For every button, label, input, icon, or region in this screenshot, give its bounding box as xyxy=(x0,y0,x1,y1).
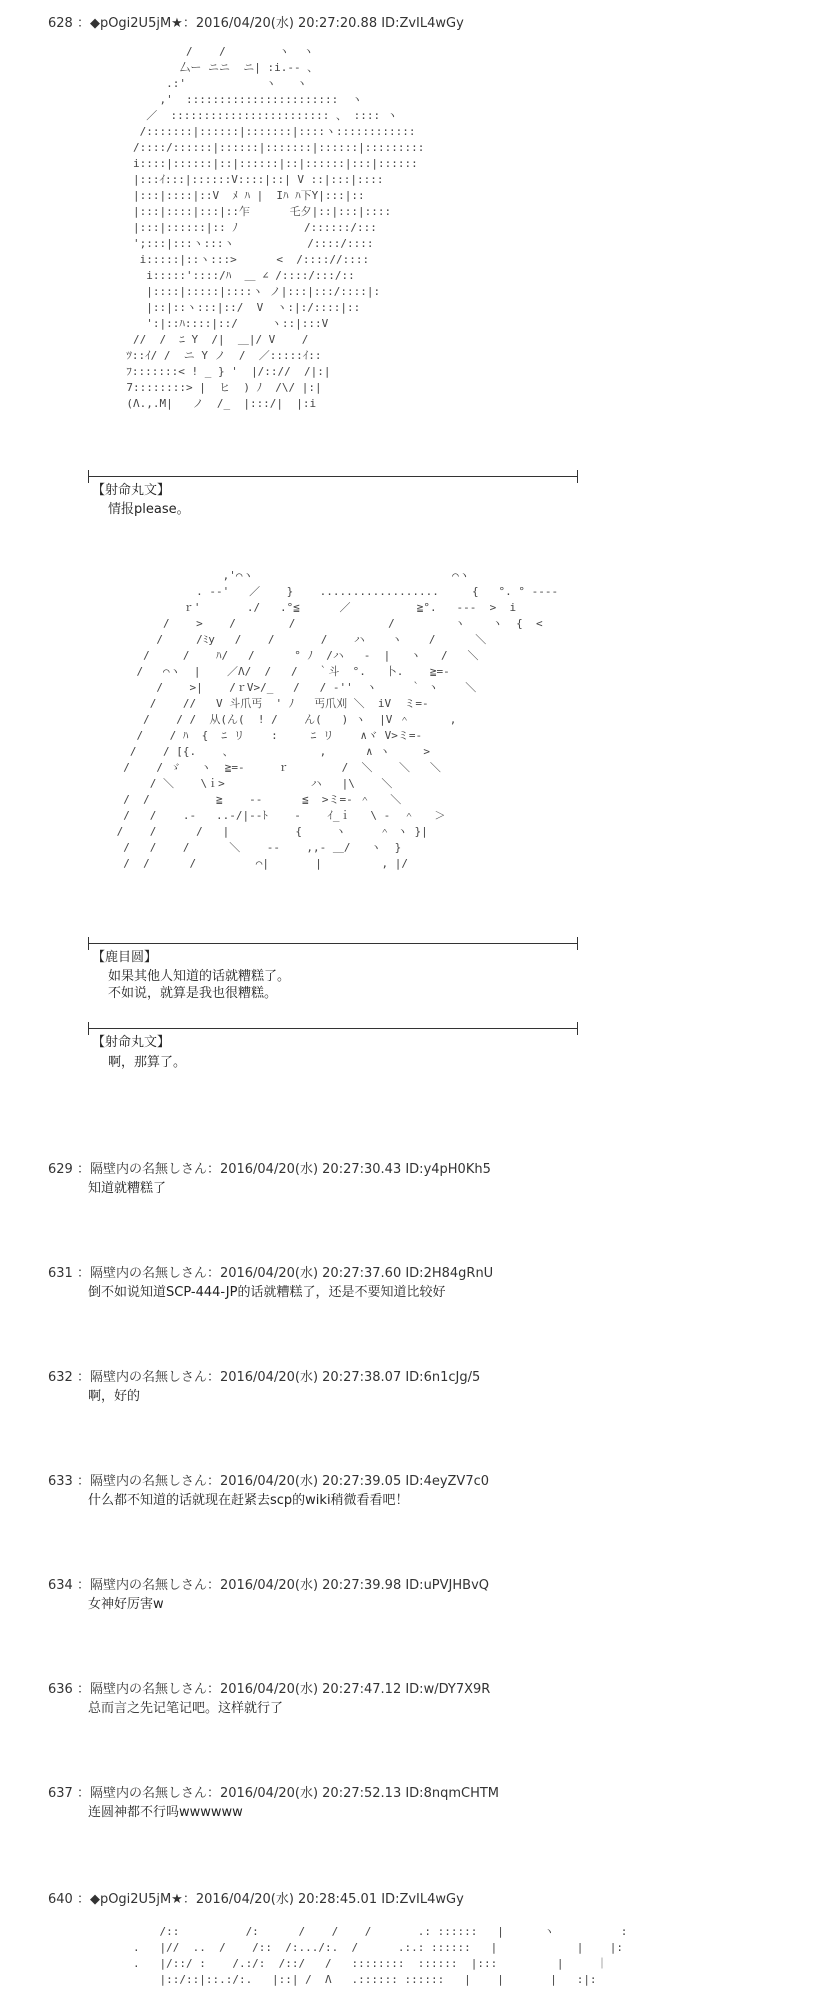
dialogue-divider xyxy=(88,476,578,477)
reply-header-637: 637 ：隔壁内の名無しさん：2016/04/20(水) 20:27:52.13 ID:8nqmCHTM xyxy=(48,1786,500,1801)
divider-right-cap xyxy=(577,937,578,950)
post-header-628: 628 ：◆pOgi2U5jM★：2016/04/20(水) 20:27:20.88 ID:ZvIL4wGy xyxy=(48,16,464,31)
speech-line: 啊，那算了。 xyxy=(108,1055,187,1070)
dialogue-divider xyxy=(88,943,578,944)
reply-body-634: 女神好厉害w xyxy=(88,1597,164,1612)
reply-body-633: 什么都不知道的话就现在赶紧去scp的wiki稍微看看吧！ xyxy=(88,1493,409,1508)
reply-header-631: 631 ：隔壁内の名無しさん：2016/04/20(水) 20:27:37.60 ID:2H84gRnU xyxy=(48,1266,494,1281)
ascii-art-madoka: ,'⌒ヽ ⌒ヽ . -‐' ／ } .................. { °. ° ‐--- ｒ' ./ .°≦ ／ ≧°. --- > i / > / / / ヽ ヽ { < / /ﾐy / / / ハ ヽ / ＼ / / ﾊ/ / ° ﾉ /ハ ‐ | ヽ / ＼ / ⌒ヽ | ／Λ/ / / ｀斗 °. 卜. ≧=- / >| /ｒV>/_ / / ‐'' ヽ ｀ ヽ ＼ / // V 斗爪丐 ' ﾉ 丐爪刈 ＼ iV ミ=- / / / 从(ん( ! / ん( ) ヽ |V ＾ , / / ﾊ { ﾆ リ : ﾆ リ ∧ヾ V>ミ=- / / [{. 、 , ∧ ヽ > / / ゞ ヽ ≧=- ｒ / ＼ ＼ ＼ / ＼ \ｉ> ハ |\ ＼ / / ≧ ‐- ≦ >ミ=- ＾ ＼ / / .- ..-/|‐‐ﾄ - ｲ_ｉ \ - ＾ ＞ / / / | { ヽ ＾ ヽ }| / / / ＼ ‐- ,,- ＿/ ヽ } / / / ⌒| | , |/ xyxy=(116,569,559,870)
reply-body-632: 啊，好的 xyxy=(88,1389,141,1404)
post-header-640: 640 ：◆pOgi2U5jM★：2016/04/20(水) 20:28:45.01 ID:ZvIL4wGy xyxy=(48,1892,464,1907)
divider-right-cap xyxy=(577,1022,578,1035)
reply-header-636: 636 ：隔壁内の名無しさん：2016/04/20(水) 20:27:47.12 ID:w/DY7X9R xyxy=(48,1682,491,1697)
divider-left-cap xyxy=(88,470,89,483)
divider-right-cap xyxy=(577,470,578,483)
reply-body-629: 知道就糟糕了 xyxy=(88,1181,167,1196)
divider-left-cap xyxy=(88,1022,89,1035)
speaker-name: 【射命丸文】 xyxy=(92,483,171,498)
speaker-name: 【鹿目圆】 xyxy=(92,950,158,965)
ascii-art-aya: / / ヽ ヽ 厶ー ニニ ニ| :i.-- 、 .:' ヽ ヽ ,' ::::::::::::::::::::::: ヽ ／ :::::::::::::::::::::::: 、 :::: ヽ /:::::::|::::::|:::::::|::::ヽ:::::::::::: /::::/::::::|::::::|:::::::|::::::|::::::::: i::::|::::::|::|::::::|::|::::::|:::|:::::: |:::ｲ:::|::::::V::::|::| V ::|:::|:::: |:::|::::|::V ﾒ ﾊ | Iﾊ ﾊ下Y|:::|:: |:::|::::|:::|::乍 乇夕|::|:::|:::: |:::|::::::|:: ﾉ /::::::/::: ';:::|:::ヽ:::ヽ /::::/:::: i:::::|::ヽ:::> < /:::://:::: i:::::'::::/ﾊ ＿ ∠ /::::/:::/:: |::::|:::::|::::ヽ ノ|:::|:::/::::|: |::|::ヽ:::|::/ V ヽ:|:/::::|:: ':|::ﾊ::::|::/ ヽ::|:::V // / ﾆ Y /| ＿|/ V / ﾂ::ｲ/ / ニ Y ノ / ／:::::ｲ:: ﾌ:::::::< ! _ } ' |/::// /|:| 7::::::::> | ヒ ) ﾉ /\/ |:| (Λ.,.M| ノ /_ |:::/| |:i xyxy=(126,45,425,410)
reply-header-629: 629 ：隔壁内の名無しさん：2016/04/20(水) 20:27:30.43 ID:y4pH0Kh5 xyxy=(48,1162,491,1177)
reply-body-637: 连圆神都不行吗wwwwww xyxy=(88,1805,243,1820)
reply-header-634: 634 ：隔壁内の名無しさん：2016/04/20(水) 20:27:39.98 ID:uPVJHBvQ xyxy=(48,1578,489,1593)
ascii-art-last: /:: /: / / / .: :::::: | ヽ : . |// .. / /:: /:.../:. / .:.: :::::: | | |: . |/::/ : /.:/: /::/ / :::::::: :::::: |::: | ｜ |::/::|::.:/:. |::| / Λ .:::::: :::::: | | | :|: xyxy=(132,1925,628,1986)
speech-line: 如果其他人知道的话就糟糕了。 xyxy=(108,969,291,984)
speech-line: 情报please。 xyxy=(108,502,190,517)
dialogue-divider xyxy=(88,1028,578,1029)
reply-header-632: 632 ：隔壁内の名無しさん：2016/04/20(水) 20:27:38.07 ID:6n1cJg/5 xyxy=(48,1370,481,1385)
reply-header-633: 633 ：隔壁内の名無しさん：2016/04/20(水) 20:27:39.05 ID:4eyZV7c0 xyxy=(48,1474,490,1489)
reply-body-636: 总而言之先记笔记吧。这样就行了 xyxy=(88,1701,284,1716)
reply-body-631: 倒不如说知道SCP-444-JP的话就糟糕了，还是不要知道比较好 xyxy=(88,1285,446,1300)
divider-left-cap xyxy=(88,937,89,950)
speaker-name: 【射命丸文】 xyxy=(92,1035,171,1050)
speech-line: 不如说，就算是我也很糟糕。 xyxy=(108,986,278,1001)
